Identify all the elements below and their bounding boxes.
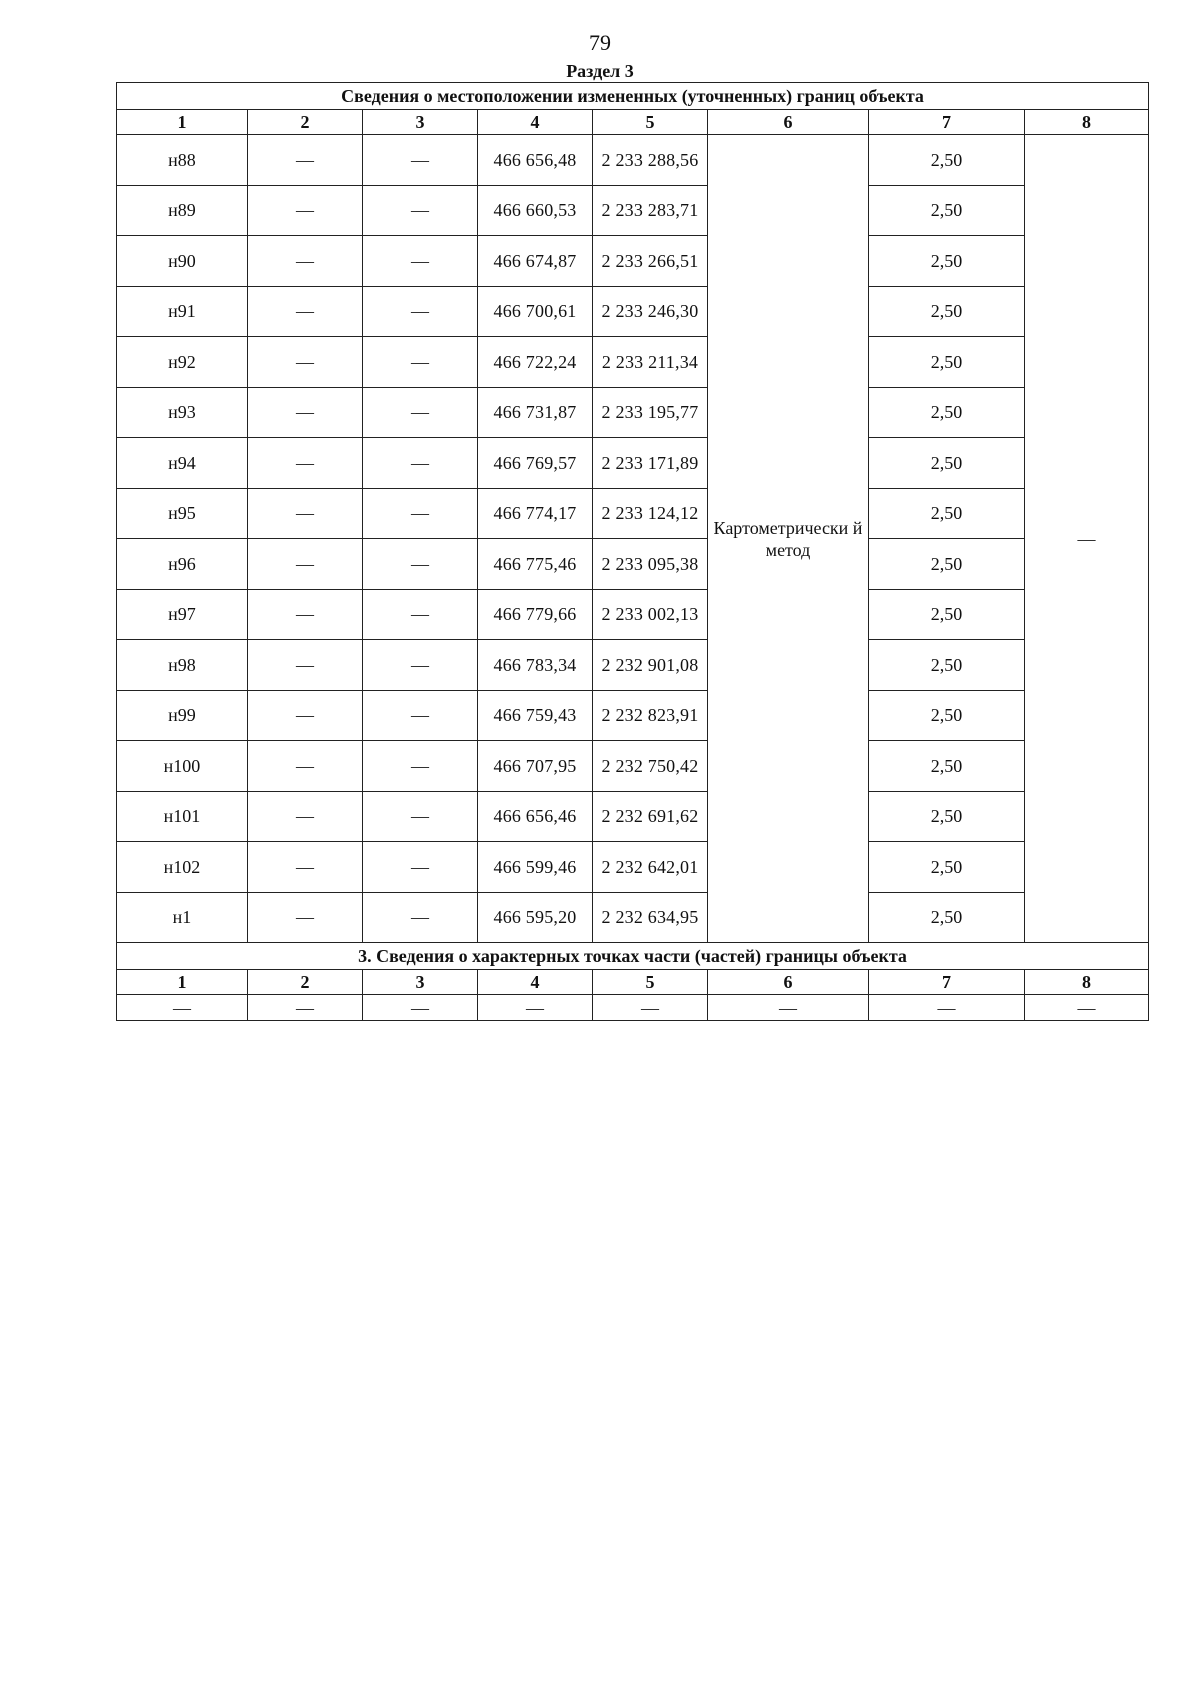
x-coordinate: 466 783,34	[478, 640, 593, 691]
x-coordinate: 466 595,20	[478, 892, 593, 943]
x-coordinate: 466 656,48	[478, 135, 593, 186]
col3-value: —	[363, 387, 478, 438]
point-name: н90	[117, 236, 248, 287]
point-name: н102	[117, 842, 248, 893]
col2-value: —	[248, 185, 363, 236]
col3-value: —	[363, 286, 478, 337]
point-name: н100	[117, 741, 248, 792]
table1-header-7: 7	[869, 110, 1025, 135]
table1-header-8: 8	[1025, 110, 1149, 135]
y-coordinate: 2 232 750,42	[593, 741, 708, 792]
y-coordinate: 2 232 823,91	[593, 690, 708, 741]
table2-cell-5: —	[593, 995, 708, 1021]
y-coordinate: 2 233 124,12	[593, 488, 708, 539]
table1-header-1: 1	[117, 110, 248, 135]
y-coordinate: 2 233 266,51	[593, 236, 708, 287]
y-coordinate: 2 233 288,56	[593, 135, 708, 186]
method-cell: Картометрически й метод	[708, 135, 869, 943]
table-row	[117, 539, 1149, 590]
y-coordinate: 2 232 901,08	[593, 640, 708, 691]
table2-header-4: 4	[478, 970, 593, 995]
table-row	[117, 236, 1149, 287]
table2-header-6: 6	[708, 970, 869, 995]
table-row	[117, 589, 1149, 640]
col3-value: —	[363, 135, 478, 186]
section-title: Раздел 3	[566, 61, 634, 81]
point-name: н101	[117, 791, 248, 842]
table2-header-5: 5	[593, 970, 708, 995]
x-coordinate: 466 660,53	[478, 185, 593, 236]
col2-value: —	[248, 488, 363, 539]
table2-title: 3. Сведения о характерных точках части (частей) границы объекта	[117, 943, 1149, 970]
col3-value: —	[363, 842, 478, 893]
accuracy-value: 2,50	[869, 892, 1025, 943]
point-name: н93	[117, 387, 248, 438]
point-name: н91	[117, 286, 248, 337]
col2-value: —	[248, 337, 363, 388]
col2-value: —	[248, 589, 363, 640]
x-coordinate: 466 722,24	[478, 337, 593, 388]
table-row	[117, 185, 1149, 236]
y-coordinate: 2 233 211,34	[593, 337, 708, 388]
col2-value: —	[248, 438, 363, 489]
col3-value: —	[363, 690, 478, 741]
table2-header-2: 2	[248, 970, 363, 995]
table2-header-row	[117, 970, 1149, 995]
x-coordinate: 466 779,66	[478, 589, 593, 640]
col3-value: —	[363, 791, 478, 842]
col2-value: —	[248, 690, 363, 741]
boundary-table	[116, 82, 1149, 1021]
table2-cell-3: —	[363, 995, 478, 1021]
table2-cell-6: —	[708, 995, 869, 1021]
table2-header-8: 8	[1025, 970, 1149, 995]
col3-value: —	[363, 640, 478, 691]
point-name: н94	[117, 438, 248, 489]
x-coordinate: 466 700,61	[478, 286, 593, 337]
col2-value: —	[248, 842, 363, 893]
col3-value: —	[363, 741, 478, 792]
table2-empty-row	[117, 995, 1149, 1021]
accuracy-value: 2,50	[869, 185, 1025, 236]
point-name: н88	[117, 135, 248, 186]
y-coordinate: 2 233 283,71	[593, 185, 708, 236]
col3-value: —	[363, 236, 478, 287]
point-name: н98	[117, 640, 248, 691]
accuracy-value: 2,50	[869, 539, 1025, 590]
table2-cell-2: —	[248, 995, 363, 1021]
point-name: н95	[117, 488, 248, 539]
col3-value: —	[363, 488, 478, 539]
table2-cell-4: —	[478, 995, 593, 1021]
col2-value: —	[248, 236, 363, 287]
table-row	[117, 438, 1149, 489]
y-coordinate: 2 233 246,30	[593, 286, 708, 337]
accuracy-value: 2,50	[869, 438, 1025, 489]
table-row	[117, 286, 1149, 337]
col2-value: —	[248, 539, 363, 590]
col3-value: —	[363, 337, 478, 388]
table-row	[117, 640, 1149, 691]
table2-cell-8: —	[1025, 995, 1149, 1021]
accuracy-value: 2,50	[869, 842, 1025, 893]
x-coordinate: 466 759,43	[478, 690, 593, 741]
table2-header-7: 7	[869, 970, 1025, 995]
accuracy-value: 2,50	[869, 387, 1025, 438]
table1-title: Сведения о местоположении измененных (уточненных) границ объекта	[117, 83, 1149, 110]
point-name: н92	[117, 337, 248, 388]
col2-value: —	[248, 387, 363, 438]
accuracy-value: 2,50	[869, 337, 1025, 388]
point-name: н1	[117, 892, 248, 943]
table2-header-1: 1	[117, 970, 248, 995]
col8-value: —	[1025, 135, 1149, 943]
y-coordinate: 2 233 095,38	[593, 539, 708, 590]
table-row	[117, 791, 1149, 842]
table-row	[117, 135, 1149, 186]
accuracy-value: 2,50	[869, 741, 1025, 792]
table2-cell-7: —	[869, 995, 1025, 1021]
table1-header-2: 2	[248, 110, 363, 135]
accuracy-value: 2,50	[869, 286, 1025, 337]
x-coordinate: 466 707,95	[478, 741, 593, 792]
table-row	[117, 741, 1149, 792]
table2-header-3: 3	[363, 970, 478, 995]
accuracy-value: 2,50	[869, 791, 1025, 842]
col2-value: —	[248, 892, 363, 943]
col2-value: —	[248, 741, 363, 792]
y-coordinate: 2 232 642,01	[593, 842, 708, 893]
col3-value: —	[363, 589, 478, 640]
table-row	[117, 892, 1149, 943]
point-name: н99	[117, 690, 248, 741]
col3-value: —	[363, 185, 478, 236]
y-coordinate: 2 233 195,77	[593, 387, 708, 438]
y-coordinate: 2 232 634,95	[593, 892, 708, 943]
x-coordinate: 466 731,87	[478, 387, 593, 438]
table-row	[117, 387, 1149, 438]
table-row	[117, 337, 1149, 388]
x-coordinate: 466 599,46	[478, 842, 593, 893]
y-coordinate: 2 232 691,62	[593, 791, 708, 842]
x-coordinate: 466 674,87	[478, 236, 593, 287]
col2-value: —	[248, 286, 363, 337]
accuracy-value: 2,50	[869, 589, 1025, 640]
x-coordinate: 466 775,46	[478, 539, 593, 590]
accuracy-value: 2,50	[869, 640, 1025, 691]
x-coordinate: 466 774,17	[478, 488, 593, 539]
accuracy-value: 2,50	[869, 135, 1025, 186]
point-name: н96	[117, 539, 248, 590]
accuracy-value: 2,50	[869, 488, 1025, 539]
table-row	[117, 842, 1149, 893]
page-number: 79	[589, 30, 611, 55]
x-coordinate: 466 769,57	[478, 438, 593, 489]
table-row	[117, 488, 1149, 539]
accuracy-value: 2,50	[869, 236, 1025, 287]
accuracy-value: 2,50	[869, 690, 1025, 741]
point-name: н89	[117, 185, 248, 236]
table-row	[117, 690, 1149, 741]
table1-header-4: 4	[478, 110, 593, 135]
table2-cell-1: —	[117, 995, 248, 1021]
y-coordinate: 2 233 171,89	[593, 438, 708, 489]
col2-value: —	[248, 135, 363, 186]
table1-header-6: 6	[708, 110, 869, 135]
table1-header-row	[117, 110, 1149, 135]
col3-value: —	[363, 438, 478, 489]
table1-header-5: 5	[593, 110, 708, 135]
y-coordinate: 2 233 002,13	[593, 589, 708, 640]
col3-value: —	[363, 892, 478, 943]
table1-header-3: 3	[363, 110, 478, 135]
x-coordinate: 466 656,46	[478, 791, 593, 842]
point-name: н97	[117, 589, 248, 640]
col3-value: —	[363, 539, 478, 590]
col2-value: —	[248, 640, 363, 691]
col2-value: —	[248, 791, 363, 842]
